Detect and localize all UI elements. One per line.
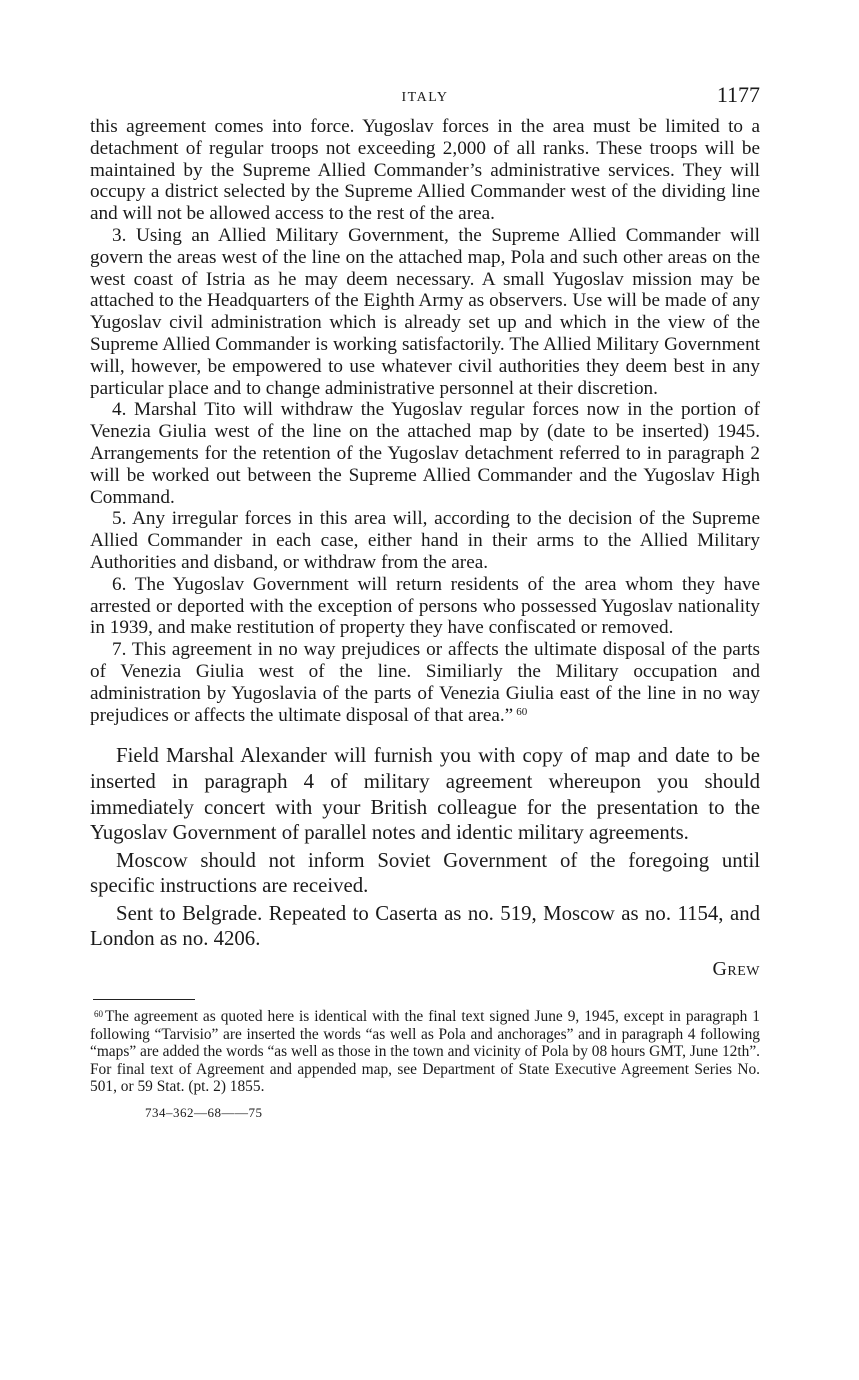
quoted-agreement — [90, 116, 760, 726]
agreement-paragraph-4: 4. Marshal Tito will withdraw the Yugoslav regular forces now in the portion of Venezia Giulia west of the line on the attached map by (date to be inserted) 1945. Arrangements for the retention of the Yugoslav detachment referred to in paragraph 2 will be worked out between the Supreme Allied Commander and the Yugoslav High Command. — [90, 399, 760, 508]
document-page — [90, 82, 760, 1121]
page-header — [90, 82, 760, 116]
footnote-reference[interactable]: 60 — [516, 705, 528, 718]
agreement-continuation: this agreement comes into force. Yugoslav forces in the area must be limited to a detachment of regular troops not exceeding 2,000 of all ranks. These troops will be maintained by the Supreme Allied Commander’s administrative services. They will occupy a district selected by the Supreme Allied Commander west of the dividing line and will not be allowed access to the rest of the area. — [90, 116, 760, 225]
body-paragraph-3: Sent to Belgrade. Repeated to Caserta as no. 519, Moscow as no. 1154, and London as no. 4206. — [90, 901, 760, 951]
signature: Grew — [712, 958, 760, 981]
agreement-paragraph-7-text: 7. This agreement in no way prejudices or affects the ultimate disposal of the parts of Venezia Giulia west of the line. Similiarly the Military occupation and administration by Yugoslavia of the parts of Venezia Giulia east of the line in no way prejudices or affects the ultimate disposal of that area.” — [90, 639, 760, 726]
agreement-paragraph-5: 5. Any irregular forces in this area will, according to the decision of the Supreme Allied Commander in each case, either hand in their arms to the Allied Military Authorities and disband, or withdraw from the area. — [90, 508, 760, 573]
agreement-paragraph-3: 3. Using an Allied Military Government, the Supreme Allied Commander will govern the areas west of the line on the attached map, Pola and such other areas on the west coast of Istria as he may deem necessary. A small Yugoslav mission may be attached to the Headquarters of the Eighth Army as observers. Use will be made of any Yugoslav civil administration which is already set up and which in the view of the Supreme Allied Commander is working satisfactorily. The Allied Military Government will, however, be empowered to use whatever civil authorities they deem best in any particular place and to change administrative personnel at their discretion. — [90, 224, 760, 399]
body-paragraph-2: Moscow should not inform Soviet Government of the foregoing until specific instructions are received. — [90, 848, 760, 898]
footnote-divider — [93, 999, 195, 1000]
body-paragraph-1: Field Marshal Alexander will furnish you with copy of map and date to be inserted in paragraph 4 of military agreement whereupon you should immediately concert with your British colleague for the presentation to the Yugoslav Government of parallel notes and identic military agreements. — [90, 744, 760, 845]
footnote-marker: 60 — [94, 1009, 103, 1020]
agreement-paragraph-7 — [90, 639, 760, 726]
agreement-paragraph-6: 6. The Yugoslav Government will return residents of the area whom they have arrested or deported with the exception of persons who possessed Yugoslav nationality in 1939, and make restitution of property they have confiscated or removed. — [90, 573, 760, 639]
page-number: 1177 — [716, 82, 760, 107]
footnote-text: The agreement as quoted here is identical with the final text signed June 9, 1945, except in paragraph 1 following “Tarvisio” are inserted the words “as well as Pola and anchorages” and in paragraph 4 following “maps” are added the words “as well as those in the town and vicinity of Pola by 08 hours GMT, June 12th”. For final text of Agreement and appended map, see Department of State Executive Agreement Series No. 501, or 59 Stat. (pt. 2) 1855. — [90, 1008, 760, 1096]
print-code: 734–362—68——75 — [145, 1105, 263, 1121]
footnote — [90, 1008, 760, 1096]
running-head: ITALY — [401, 90, 449, 105]
telegram-body — [90, 743, 760, 952]
